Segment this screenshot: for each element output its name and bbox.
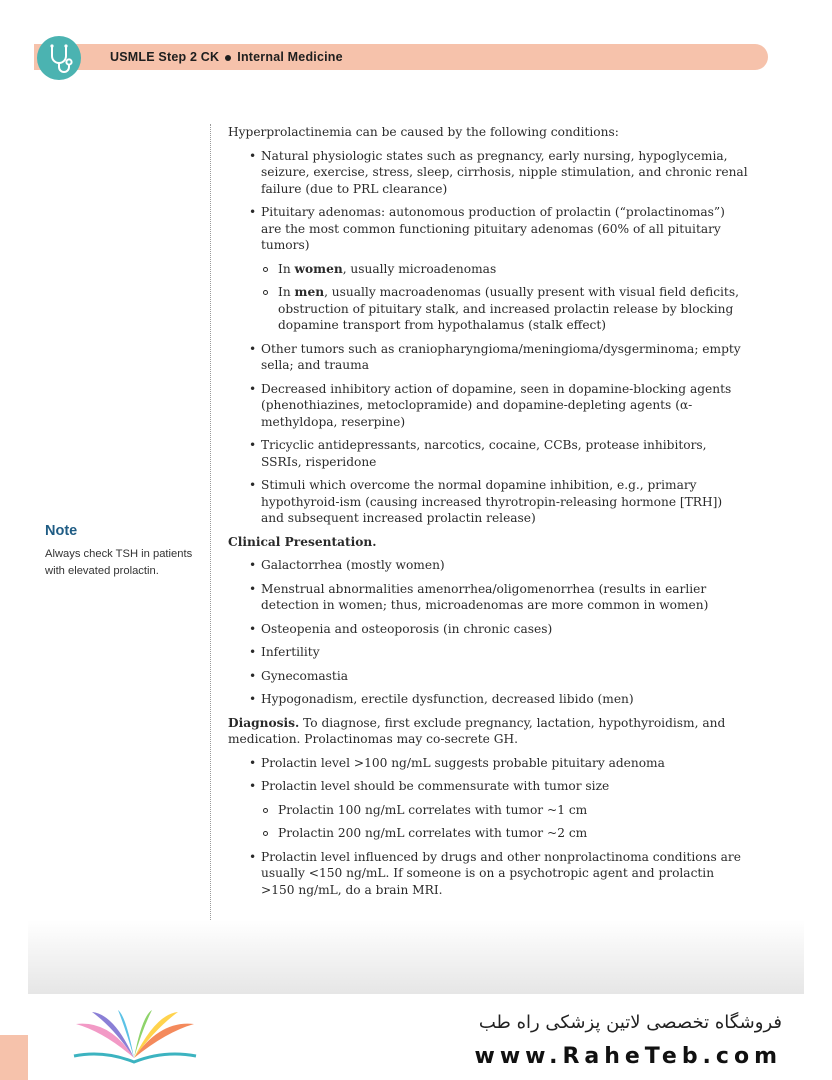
footer-url: www.RaheTeb.com (474, 1044, 782, 1069)
text-fragment: In (278, 261, 295, 276)
list-item: • Prolactin level influenced by drugs and other nonprolactinoma conditions are usually <150 ng/mL. If someone is on a psychotropic agent and prolactin >150 ng/mL, do a brain MRI. (228, 849, 748, 899)
list-item: • Infertility (228, 644, 748, 661)
diagnosis-list (228, 755, 748, 899)
list-item: • Other tumors such as craniopharyngioma/meningioma/dysgerminoma; empty sella; and trauma (228, 341, 748, 374)
list-item: • Hypogonadism, erectile dysfunction, decreased libido (men) (228, 691, 748, 708)
open-book-logo-icon (70, 1010, 200, 1070)
list-item: • Menstrual abnormalities amenorrhea/oligomenorrhea (results in earlier detection in women; thus, microadenomas are more common in women) (228, 581, 748, 614)
list-item: • Tricyclic antidepressants, narcotics, cocaine, CCBs, protease inhibitors, SSRIs, risperidone (228, 437, 748, 470)
list-item: • Natural physiologic states such as pregnancy, early nursing, hypoglycemia, seizure, exercise, stress, sleep, cirrhosis, nipple stimulation, and chronic renal failure (due to PRL clearance) (228, 148, 748, 198)
list-item: • Galactorrhea (mostly women) (228, 557, 748, 574)
list-item: • Pituitary adenomas: autonomous production of prolactin (“prolactinomas”) are the most common functioning pituitary adenomas (60% of all pituitary tumors) (228, 204, 748, 254)
bold-term: women (294, 261, 343, 276)
stethoscope-logo-icon (37, 36, 81, 80)
list-item: • Decreased inhibitory action of dopamine, seen in dopamine-blocking agents (phenothiazines, metoclopramide) and dopamine-depleting agents (α-methyldopa, reserpine) (228, 381, 748, 431)
running-header (110, 50, 343, 64)
page-bottom-shadow (28, 920, 804, 994)
clinical-list (228, 557, 748, 708)
subject-title: Internal Medicine (237, 50, 343, 64)
book-title: USMLE Step 2 CK (110, 50, 220, 64)
sub-list-item (228, 284, 748, 334)
sub-list-item: Prolactin 100 ng/mL correlates with tumor ~1 cm (228, 802, 748, 819)
list-item: • Prolactin level >100 ng/mL suggests probable pituitary adenoma (228, 755, 748, 772)
separator-dot (225, 55, 231, 61)
list-item: • Gynecomastia (228, 668, 748, 685)
list-item: • Osteopenia and osteoporosis (in chronic cases) (228, 621, 748, 638)
text-fragment: In (278, 285, 295, 299)
list-item: • Prolactin level should be commensurate with tumor size (228, 778, 748, 795)
section-heading-clinical: Clinical Presentation. (228, 534, 377, 549)
text-fragment: , usually macroadenomas (usually present with visual field deficits, obstruction of pituitary stalk, and increased prolactin release by blocking dopamine transport from hypothalamus (stalk effect) (278, 285, 739, 332)
causes-list (228, 148, 748, 527)
sub-list-item (228, 261, 748, 278)
intro-paragraph: Hyperprolactinemia can be caused by the following conditions: (228, 125, 619, 139)
note-title: Note (45, 523, 78, 539)
main-content (228, 124, 748, 905)
note-body: Always check TSH in patients with elevated prolactin. (45, 548, 193, 577)
diagnosis-paragraph (228, 715, 748, 748)
section-heading-diagnosis: Diagnosis. (228, 715, 300, 730)
bold-term: men (294, 285, 325, 299)
list-item: • Stimuli which overcome the normal dopamine inhibition, e.g., primary hypothyroid-ism (causing increased thyrotropin-releasing hormone [TRH]) and subsequent increased prolactin release) (228, 477, 748, 527)
footer-strip (0, 1035, 28, 1080)
column-divider (210, 124, 211, 992)
footer-persian-text: فروشگاه تخصصی لاتین پزشکی راه طب (478, 1012, 782, 1033)
diagnosis-text: To diagnose, first exclude pregnancy, lactation, hypothyroidism, and medication. Prolactinomas may co-secrete GH. (228, 715, 726, 746)
text-fragment: , usually microadenomas (342, 261, 497, 276)
sub-list-item: Prolactin 200 ng/mL correlates with tumor ~2 cm (228, 825, 748, 842)
